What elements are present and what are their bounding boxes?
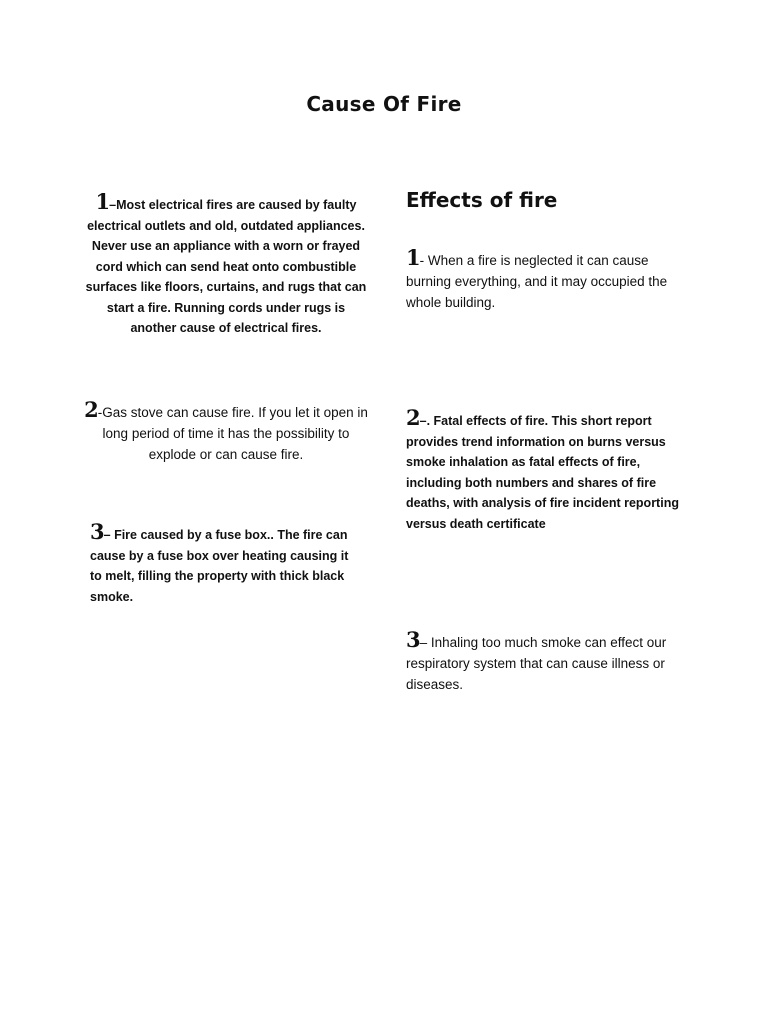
cause-text-1: Most electrical fires are caused by faulty electrical outlets and old, outdated appliances. Never use an appliance with a worn or frayed cord which can send heat onto combustible surfaces like floors, curtains, and rugs that can start a fire. Running cords under rugs is another cause of electrical fires.	[85, 198, 367, 335]
cause-paragraph-2	[84, 397, 368, 465]
effect-separator-1: -	[419, 253, 428, 268]
cause-separator-2: -	[97, 405, 103, 420]
cause-text-3: Fire caused by a fuse box.. The fire can cause by a fuse box over heating causing it to melt, filling the property with thick black smoke.	[90, 528, 349, 604]
cause-number-3: 3	[90, 519, 104, 544]
effect-paragraph-3	[406, 627, 686, 695]
cause-number-1: 1	[95, 189, 110, 214]
effects-heading: Effects of fire	[406, 188, 558, 212]
effect-text-1: When a fire is neglected it can cause burning everything, and it may occupied the whole building.	[406, 253, 668, 310]
cause-number-2: 2	[84, 397, 98, 422]
cause-separator-3: –	[103, 528, 115, 542]
page-title: Cause Of Fire	[306, 92, 462, 116]
cause-separator-1: –	[109, 198, 117, 212]
effect-number-1: 1	[406, 245, 420, 270]
cause-text-2: Gas stove can cause fire. If you let it open in long period of time it has the possibility to explode or can cause fire.	[102, 405, 368, 462]
effect-text-3: Inhaling too much smoke can effect our respiratory system that can cause illness or diseases.	[406, 635, 667, 692]
cause-paragraph-1	[84, 189, 368, 339]
effect-text-2: Fatal effects of fire. This short report provides trend information on burns versus smoke inhalation as fatal effects of fire, including both numbers and shares of fire deaths, with analysis of fire incident reporting versus death certificate	[406, 414, 679, 531]
effect-separator-3: –	[419, 635, 431, 650]
effect-number-2: 2	[406, 405, 420, 430]
effect-paragraph-1	[406, 245, 686, 313]
effect-paragraph-2	[406, 405, 681, 534]
cause-paragraph-3	[90, 519, 360, 607]
effect-separator-2: –.	[419, 414, 434, 428]
effect-number-3: 3	[406, 627, 420, 652]
